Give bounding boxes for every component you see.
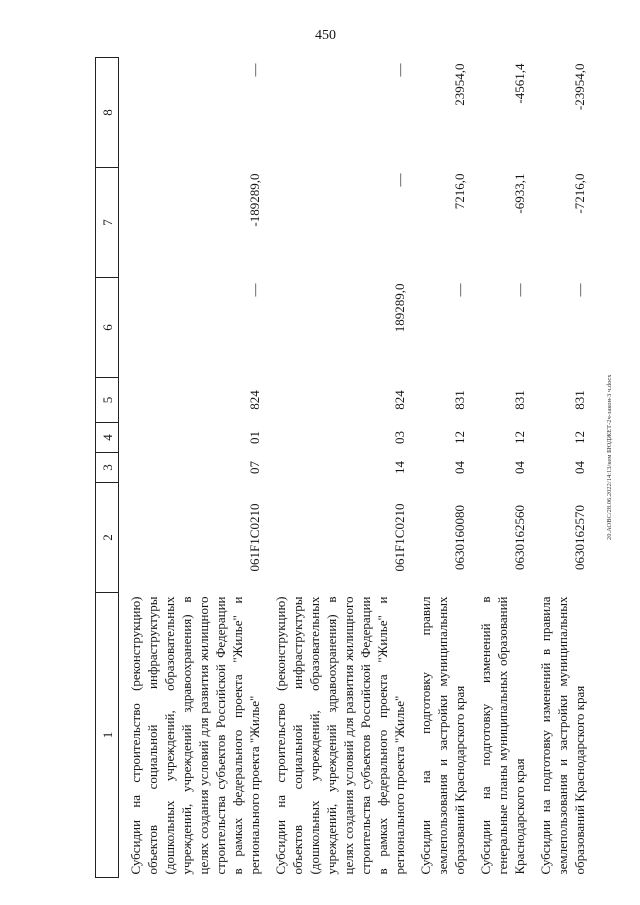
amount-col6: — (247, 283, 262, 297)
expense-type-code: 831 (452, 390, 467, 410)
row-description: Субсидии на строительство (реконструкцию) объектов социальной инфраструктуры (дошкольных учреждений, образовательных учреждений, учреждений здравоохранения) в целях создания условий для развития жилищного строительства субъектов Российской Федерации в рамках федерального проекта "Жилье" и регионального проекта "Жилье" (273, 596, 407, 875)
column-header: 7 (96, 168, 119, 278)
amount-col8: — (247, 63, 262, 77)
column-header: 4 (96, 423, 119, 453)
target-code: 0630162560 (512, 505, 527, 570)
column-header: 3 (96, 453, 119, 483)
section-code: 07 (247, 461, 262, 474)
subsection-code: 12 (452, 431, 467, 444)
table-row (469, 58, 529, 878)
amount-col8: — (392, 63, 407, 77)
table-header-row (96, 58, 119, 878)
column-header: 6 (96, 278, 119, 378)
subsection-code: 12 (572, 431, 587, 444)
subsection-code: 03 (392, 431, 407, 444)
target-code: 061F1C0210 (247, 503, 262, 572)
column-header: 5 (96, 378, 119, 423)
amount-col7: -189289,0 (247, 173, 262, 227)
amount-col6: — (512, 283, 527, 297)
expense-type-code: 824 (247, 390, 262, 410)
amount-col6: 189289,0 (392, 283, 407, 333)
row-description: Субсидии на подготовку изменений в правила землепользования и застройки муниципальных образований Краснодарского края (538, 596, 587, 875)
side-stamp: 20.АОВС/28.06.2022/14:13/кем БЮДЖЕТ-2ч-закон-3 ч.docx (606, 374, 613, 540)
column-header: 8 (96, 58, 119, 168)
amount-col7: — (392, 173, 407, 187)
section-code: 14 (392, 461, 407, 474)
row-description: Субсидии на подготовку изменений в генеральные планы муниципальных образований Краснодарского края (478, 596, 527, 875)
section-code: 04 (572, 461, 587, 474)
table-row (119, 58, 265, 878)
amount-col7: -7216,0 (572, 173, 587, 214)
table-row (264, 58, 409, 878)
amount-col7: -6933,1 (512, 173, 527, 214)
row-description: Субсидии на подготовку правил землепользования и застройки муниципальных образований Краснодарского края (418, 596, 467, 875)
subsection-code: 12 (512, 431, 527, 444)
target-code: 0630162570 (572, 505, 587, 570)
column-header: 2 (96, 483, 119, 593)
table-row (409, 58, 469, 878)
budget-table (95, 57, 589, 878)
amount-col8: -4561,4 (512, 63, 527, 104)
budget-table-container (95, 58, 615, 878)
expense-type-code: 831 (512, 390, 527, 410)
row-description: Субсидии на строительство (реконструкцию) объектов социальной инфраструктуры (дошкольных учреждений, образовательных учреждений, учреждений здравоохранения) в целях создания условий для развития жилищного строительства субъектов Российской Федерации в рамках федерального проекта "Жилье" и регионального проекта "Жилье" (128, 596, 262, 875)
target-code: 061F1C0210 (392, 503, 407, 572)
column-header: 1 (96, 593, 119, 878)
expense-type-code: 824 (392, 390, 407, 410)
amount-col8: -23954,0 (572, 63, 587, 111)
page-number: 450 (315, 28, 336, 43)
amount-col6: — (452, 283, 467, 297)
target-code: 0630160080 (452, 505, 467, 570)
subsection-code: 01 (247, 431, 262, 444)
expense-type-code: 831 (572, 390, 587, 410)
amount-col7: 7216,0 (452, 173, 467, 210)
table-row (529, 58, 589, 878)
amount-col8: 23954,0 (452, 63, 467, 106)
amount-col6: — (572, 283, 587, 297)
section-code: 04 (512, 461, 527, 474)
section-code: 04 (452, 461, 467, 474)
